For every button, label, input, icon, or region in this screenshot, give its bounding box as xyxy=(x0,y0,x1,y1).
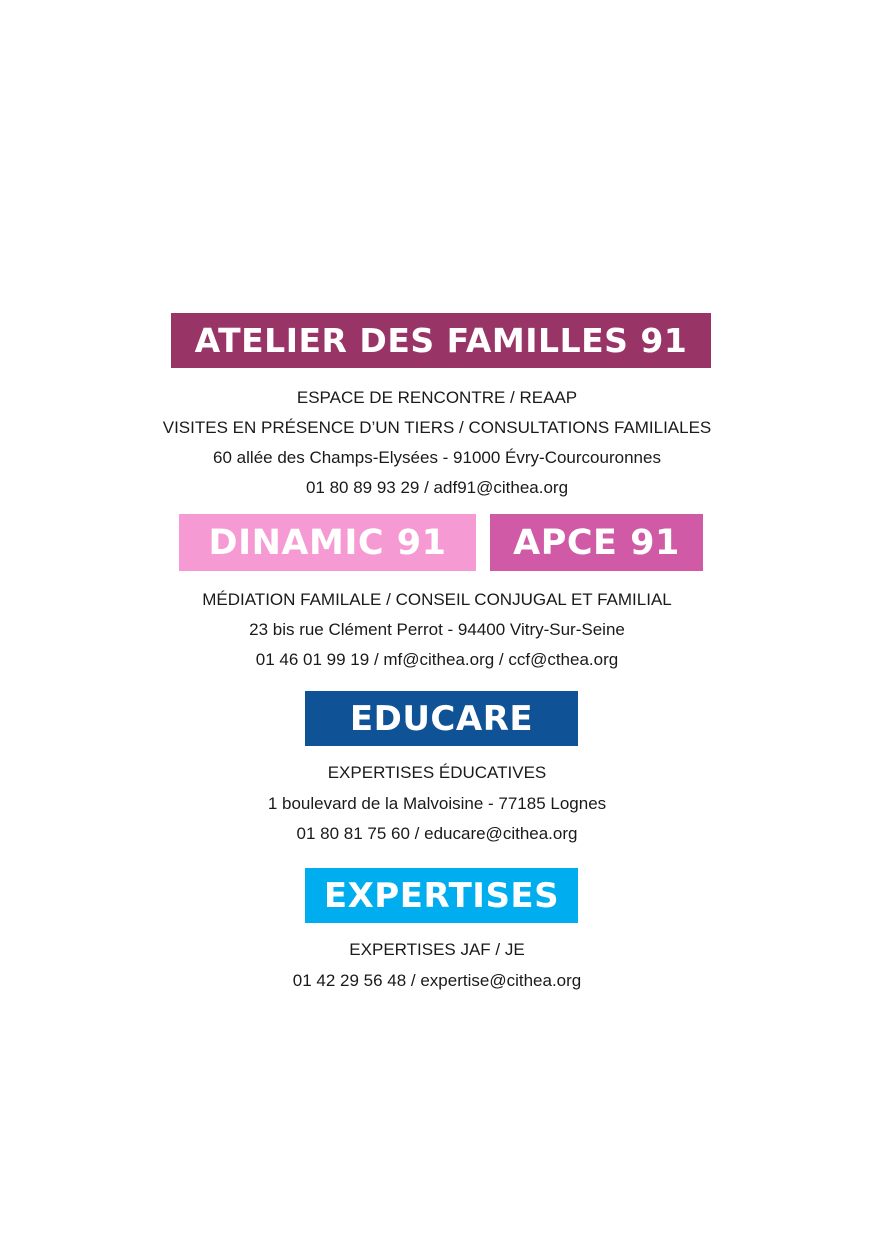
educare-line-1: EXPERTISES ÉDUCATIVES xyxy=(327,763,547,782)
mediation-line-1: MÉDIATION FAMILALE / CONSEIL CONJUGAL ET FAMILIAL xyxy=(202,590,672,609)
atelier-line-2: VISITES EN PRÉSENCE D’UN TIERS / CONSULTATIONS FAMILIALES xyxy=(162,418,712,437)
expertises-contact: 01 42 29 56 48 / expertise@cithea.org xyxy=(292,971,582,990)
educare-address: 1 boulevard de la Malvoisine - 77185 Lognes xyxy=(267,794,607,813)
educare-title: EDUCARE xyxy=(349,698,534,739)
atelier-title: ATELIER DES FAMILLES 91 xyxy=(194,321,688,360)
apce-banner xyxy=(490,514,703,571)
expertises-banner xyxy=(305,868,578,923)
mediation-contact: 01 46 01 99 19 / mf@cithea.org / ccf@cthea.org xyxy=(255,650,619,669)
dinamic-title: DINAMIC 91 xyxy=(208,522,447,563)
educare-banner xyxy=(305,691,578,746)
atelier-contact: 01 80 89 93 29 / adf91@cithea.org xyxy=(305,478,569,497)
dinamic-banner xyxy=(179,514,476,571)
atelier-line-1: ESPACE DE RENCONTRE / REAAP xyxy=(296,388,578,407)
expertises-line-1: EXPERTISES JAF / JE xyxy=(349,940,525,959)
expertises-title: EXPERTISES xyxy=(323,875,560,916)
mediation-address: 23 bis rue Clément Perrot - 94400 Vitry-Sur-Seine xyxy=(249,620,625,639)
apce-title: APCE 91 xyxy=(513,522,680,563)
educare-contact: 01 80 81 75 60 / educare@cithea.org xyxy=(296,824,578,843)
atelier-address: 60 allée des Champs-Elysées - 91000 Évry-Courcouronnes xyxy=(213,448,661,467)
atelier-banner xyxy=(171,313,711,368)
